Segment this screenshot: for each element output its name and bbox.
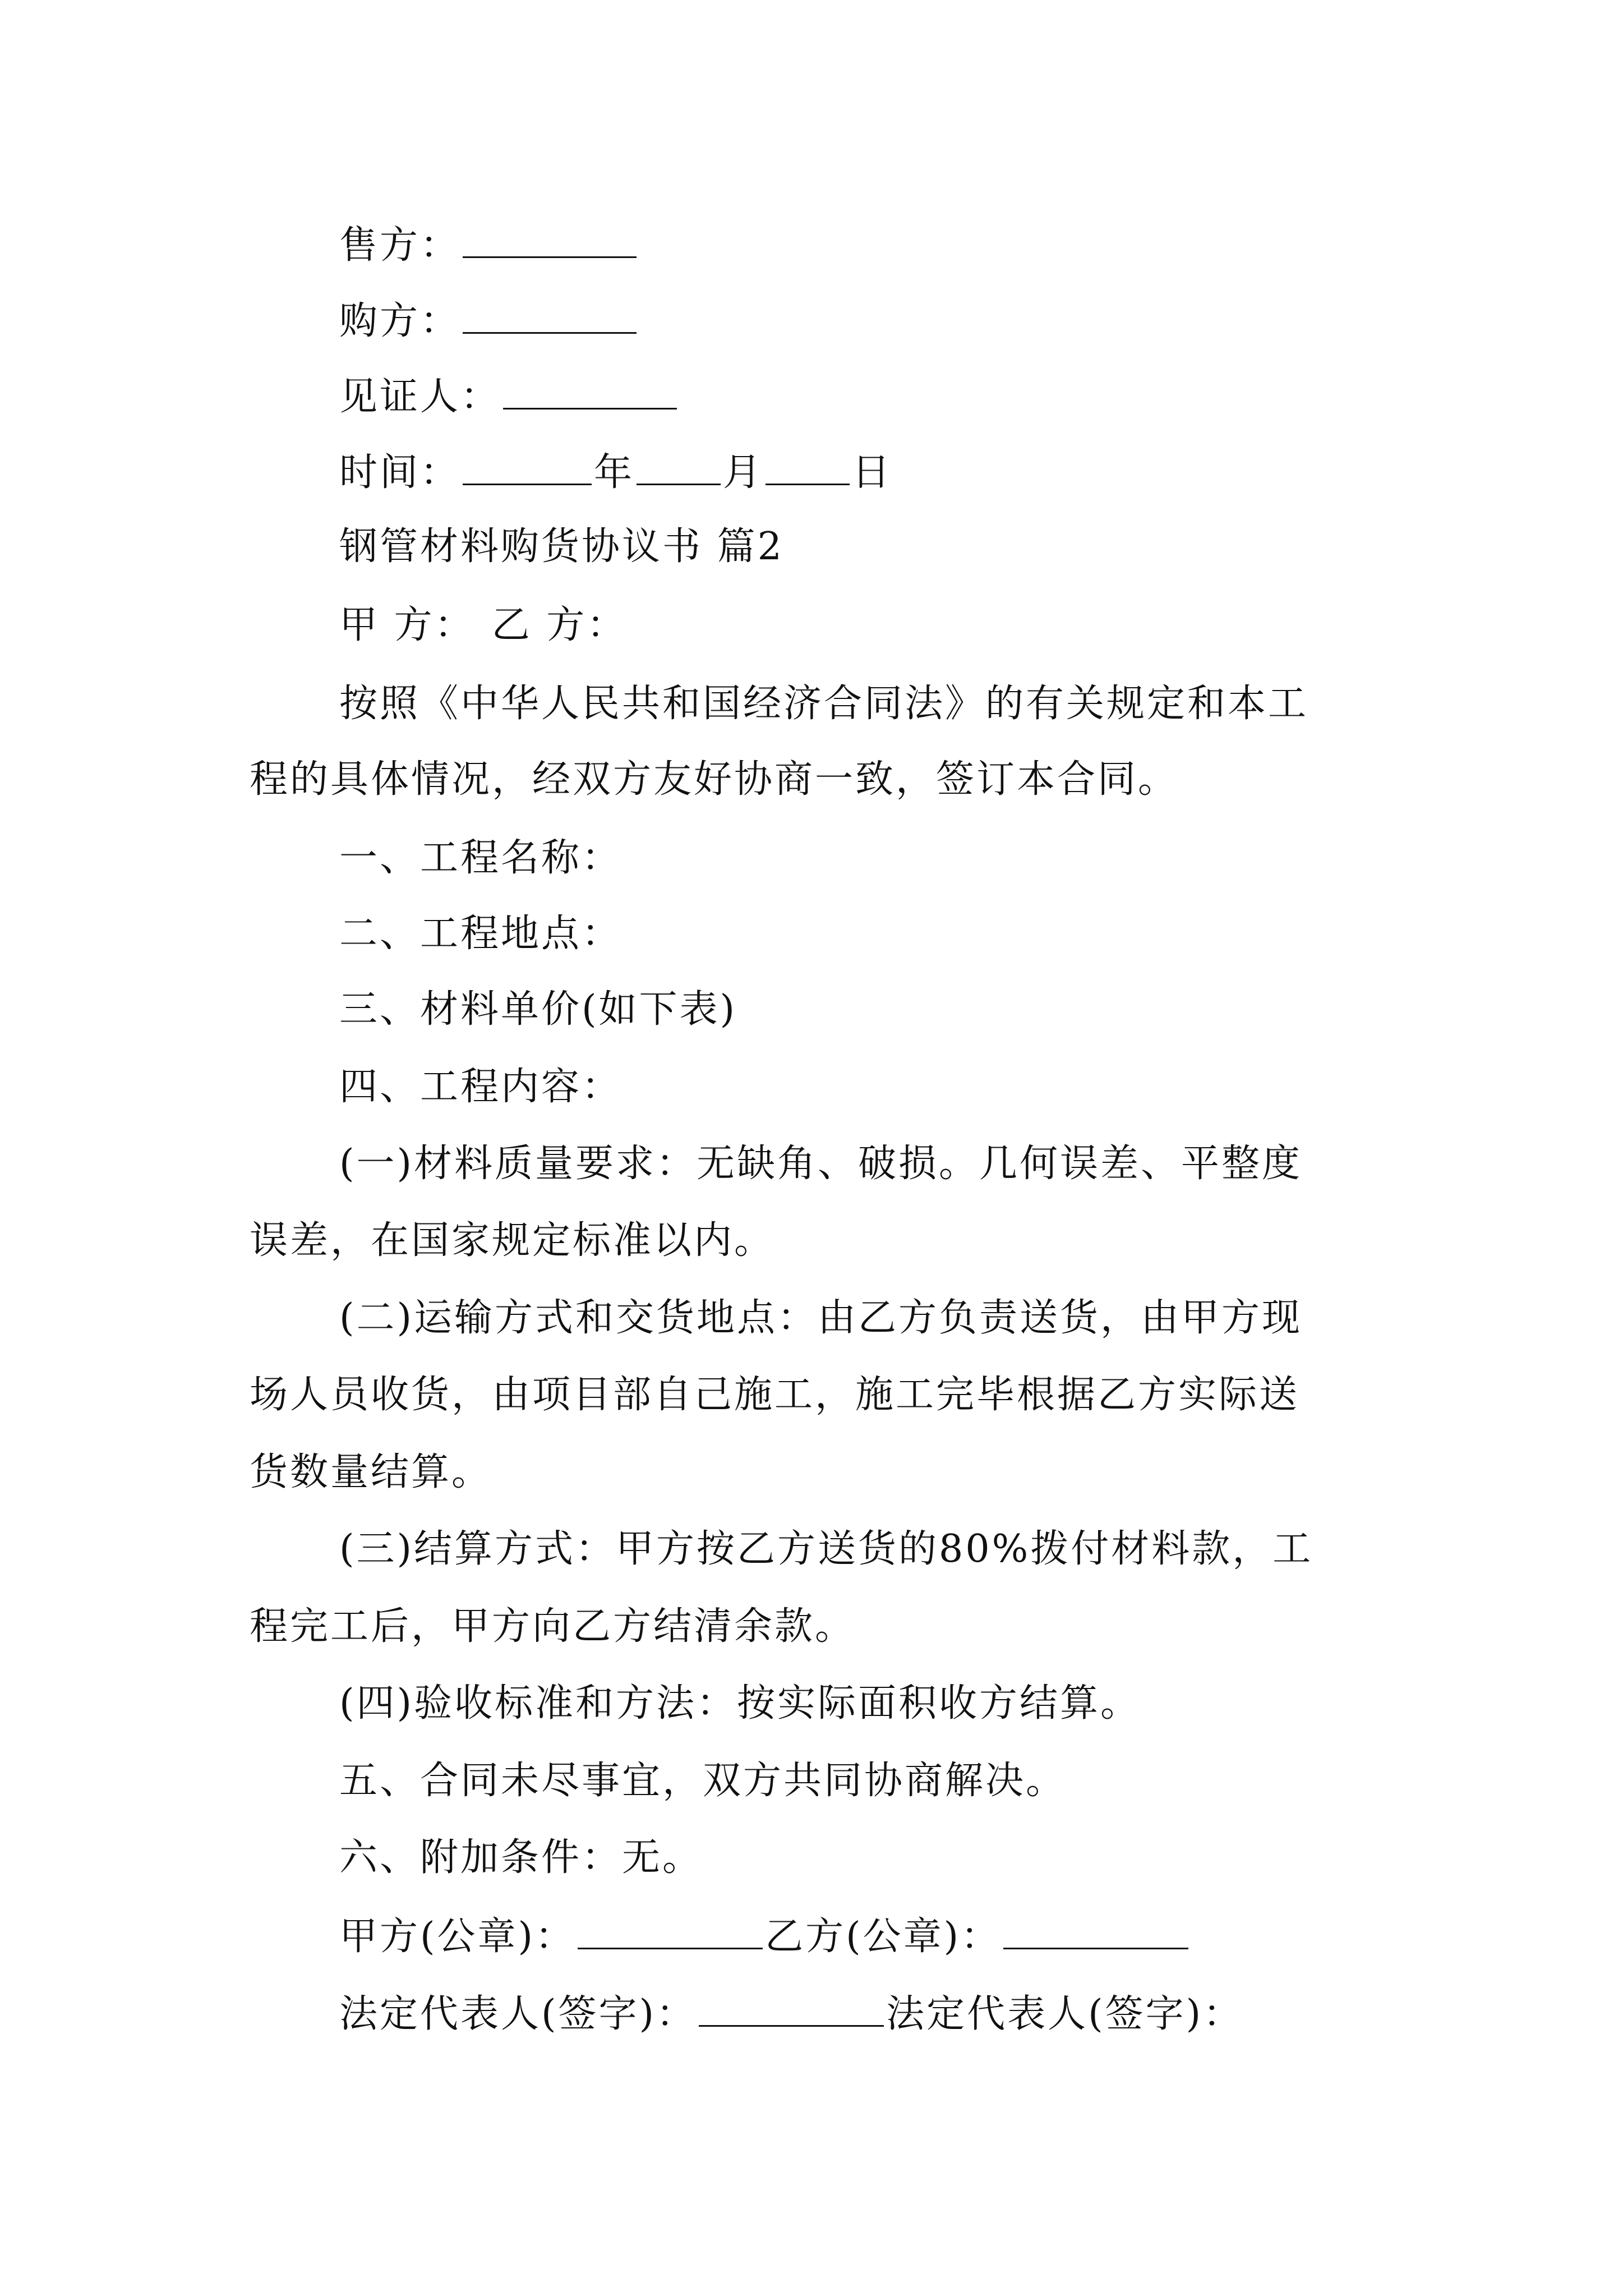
- item-unit-price: 三、材料单价(如下表): [339, 987, 737, 1032]
- party-b-seal-blank: [1003, 1913, 1188, 1949]
- month-label: 月: [723, 450, 764, 495]
- item-unresolved-matters: 五、合同未尽事宜，双方共同协商解决。: [339, 1759, 1067, 1803]
- party-b-seal-label: 乙方(公章)：: [765, 1915, 1002, 1959]
- item-project-name: 一、工程名称：: [339, 836, 623, 880]
- sub-item-3-line-1: (三)结算方式：甲方按乙方送货的80%拨付材料款，工: [339, 1527, 1313, 1571]
- witness-label: 见证人：: [339, 375, 501, 419]
- seal-line: [339, 1913, 1483, 1959]
- item-additional-conditions: 六、附加条件：无。: [339, 1835, 703, 1880]
- year-blank: [463, 449, 592, 485]
- sub-item-1-line-1: (一)材料质量要求：无缺角、破损。几何误差、平整度: [339, 1142, 1303, 1186]
- sub-item-4-line-1: (四)验收标准和方法：按实际面积收方结算。: [339, 1681, 1141, 1726]
- sub-item-2-line-1: (二)运输方式和交货地点：由乙方负责送货，由甲方现: [339, 1296, 1303, 1340]
- parties-line: [339, 603, 1483, 648]
- month-blank: [637, 449, 721, 485]
- party-a-label: 甲 方：: [339, 603, 475, 647]
- item-project-location: 二、工程地点：: [339, 912, 623, 956]
- section-title: 钢管材料购货协议书 篇2: [339, 524, 784, 569]
- intro-line-1: 按照《中华人民共和国经济合同法》的有关规定和本工: [339, 682, 1309, 726]
- party-a-representative-blank: [699, 1990, 884, 2027]
- party-a-representative-label: 法定代表人(签字)：: [339, 1992, 697, 2036]
- witness-blank: [503, 373, 677, 409]
- time-line: [339, 449, 1483, 495]
- buyer-line: [339, 297, 1483, 344]
- sub-item-3-line-2: 程完工后，甲方向乙方结清余款。: [250, 1604, 856, 1649]
- buyer-label: 购方：: [339, 299, 461, 343]
- seller-line: [339, 222, 1483, 268]
- seller-blank: [463, 222, 637, 258]
- witness-line: [339, 373, 1483, 420]
- year-label: 年: [594, 450, 635, 495]
- sub-item-2-line-2: 场人员收货，由项目部自己施工，施工完毕根据乙方实际送: [250, 1373, 1300, 1417]
- seller-label: 售方：: [339, 223, 461, 268]
- sub-item-1-line-2: 误差，在国家规定标准以内。: [250, 1218, 775, 1263]
- day-blank: [766, 449, 850, 485]
- intro-line-2: 程的具体情况，经双方友好协商一致，签订本合同。: [250, 757, 1179, 802]
- party-b-representative-label: 法定代表人(签字)：: [886, 1992, 1244, 2036]
- day-label: 日: [852, 450, 893, 495]
- party-a-seal-blank: [578, 1913, 763, 1949]
- sub-item-2-line-3: 货数量结算。: [250, 1450, 492, 1494]
- time-label: 时间：: [339, 450, 461, 495]
- representative-line: [339, 1990, 1483, 2037]
- party-b-label: 乙 方：: [491, 603, 628, 647]
- item-project-content: 四、工程内容：: [339, 1065, 623, 1109]
- buyer-blank: [463, 297, 637, 334]
- party-a-seal-label: 甲方(公章)：: [339, 1915, 576, 1959]
